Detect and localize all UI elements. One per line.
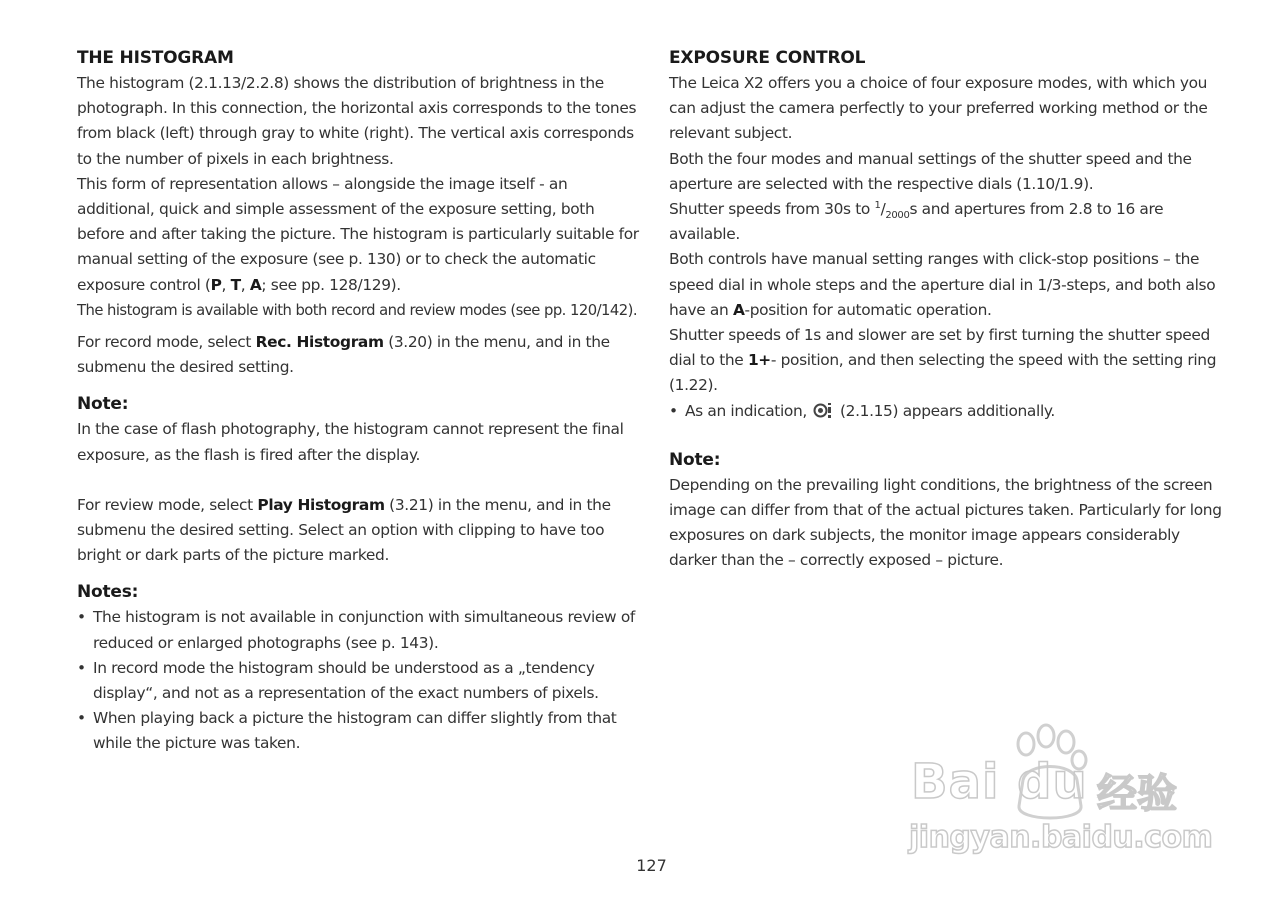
shutter-speed-text: Shutter speeds from 30s to xyxy=(669,200,875,219)
bullet-dot: • xyxy=(669,401,678,420)
shutter-speed-text-end: s and apertures from 2.8 to 16 are available. xyxy=(669,200,1164,244)
bullet-dot: • xyxy=(77,709,86,728)
exposure-paragraph-4 xyxy=(669,247,1229,323)
fraction-numerator: 1 xyxy=(874,199,881,211)
auto-position-a: A xyxy=(732,300,745,319)
note-heading: Note: xyxy=(77,394,129,415)
bullet-dot: • xyxy=(77,658,86,677)
note-heading: Note: xyxy=(669,449,721,470)
one-plus-position: 1+ xyxy=(747,351,771,370)
exposure-paragraph-3 xyxy=(669,197,1229,247)
exposure-paragraph-2: Both the four modes and manual settings of the shutter speed and the aperture are selected with the respective dials (1.10/1.9). xyxy=(669,149,1192,193)
fraction-slash: / xyxy=(880,200,886,219)
mode-t: T xyxy=(230,275,241,294)
watermark-url: jingyan.baidu.com xyxy=(909,820,1213,855)
list-item xyxy=(77,706,639,756)
mode-a: A xyxy=(249,275,262,294)
notes-heading: Notes: xyxy=(77,582,139,603)
record-mode-text: For record mode, select xyxy=(77,333,256,352)
left-column xyxy=(77,46,639,757)
review-mode-text: For review mode, select xyxy=(77,495,258,514)
record-mode-paragraph xyxy=(77,330,639,380)
list-item-text: The histogram is not available in conjunction with simultaneous review of reduced or enlarged photographs (see p. 143). xyxy=(93,608,635,652)
histogram-paragraph-2-text: This form of representation allows – alongside the image itself - an additional, quick and simple assessment of the exposure setting, both before and after taking the picture. The histogram is particularly suitable for manual setting of the exposure (see p. 130) or to check the automatic exposure control ( xyxy=(77,174,639,294)
watermark-brand: Bai du xyxy=(911,754,1088,810)
list-item xyxy=(77,656,639,706)
note-text: In the case of flash photography, the histogram cannot represent the final exposure, as the flash is fired after the display. xyxy=(77,420,624,464)
fraction-denominator: 2000 xyxy=(885,210,910,222)
histogram-paragraph-3: The histogram is available with both record and review modes (see pp. 120/142). xyxy=(77,301,637,319)
indication-text: As an indication, xyxy=(685,401,812,420)
note-text: Depending on the prevailing light conditions, the brightness of the screen image can differ from that of the actual pictures taken. Particularly for long exposures on dark subjects, the monitor image appears considerably darker than the – correctly exposed – picture. xyxy=(669,475,1222,570)
slow-shutter-text-end: - position, and then selecting the speed with the setting ring (1.22). xyxy=(669,351,1217,395)
exposure-paragraph-5 xyxy=(669,323,1229,399)
histogram-paragraph-2-end: ; see pp. 128/129). xyxy=(261,275,401,294)
indication-text-end: (2.1.15) appears additionally. xyxy=(835,401,1055,420)
controls-text: Both controls have manual setting ranges with click-stop positions – the speed dial in whole steps and the aperture dial in 1/3-steps, and both also have an xyxy=(669,250,1216,319)
record-mode-text-end: (3.20) in the menu, and in the submenu the desired setting. xyxy=(77,333,610,377)
baidu-watermark xyxy=(905,722,1213,872)
mode-separator-2: , xyxy=(240,275,250,294)
indication-list xyxy=(669,399,1229,424)
page-number: 127 xyxy=(636,856,667,875)
list-item-text: When playing back a picture the histogram can differ slightly from that while the picture was taken. xyxy=(93,709,617,753)
exposure-control-heading: EXPOSURE CONTROL xyxy=(669,48,866,68)
histogram-heading: THE HISTOGRAM xyxy=(77,48,234,68)
notes-list xyxy=(77,605,639,756)
review-mode-paragraph xyxy=(77,493,639,569)
watermark-chinese: 经验 xyxy=(1097,771,1177,817)
mode-separator-1: , xyxy=(221,275,231,294)
list-item xyxy=(77,605,639,655)
rec-histogram-menu-item: Rec. Histogram xyxy=(255,333,384,352)
controls-text-end: -position for automatic operation. xyxy=(744,300,992,319)
list-item-text: In record mode the histogram should be understood as a „tendency display“, and not as a representation of the exact numbers of pixels. xyxy=(93,658,599,703)
review-mode-text-end: (3.21) in the menu, and in the submenu the desired setting. Select an option with clipping to have too bright or dark parts of the picture marked. xyxy=(77,495,611,565)
mode-p: P xyxy=(210,275,222,294)
right-column xyxy=(669,46,1229,574)
play-histogram-menu-item: Play Histogram xyxy=(257,495,385,514)
slow-shutter-text: Shutter speeds of 1s and slower are set by first turning the shutter speed dial to the xyxy=(669,326,1210,370)
exposure-paragraph-1: The Leica X2 offers you a choice of four exposure modes, with which you can adjust the camera perfectly to your preferred working method or the relevant subject. xyxy=(669,74,1208,143)
histogram-paragraph-1: The histogram (2.1.13/2.2.8) shows the distribution of brightness in the photograph. In this connection, the horizontal axis corresponds to the tones from black (left) through gray to white (right). The vertical axis corresponds to the number of pixels in each brightness. xyxy=(77,74,637,168)
list-item xyxy=(669,399,1229,424)
histogram-paragraph-2 xyxy=(77,172,639,298)
long-exposure-icon xyxy=(813,402,833,419)
bullet-dot: • xyxy=(77,608,86,627)
